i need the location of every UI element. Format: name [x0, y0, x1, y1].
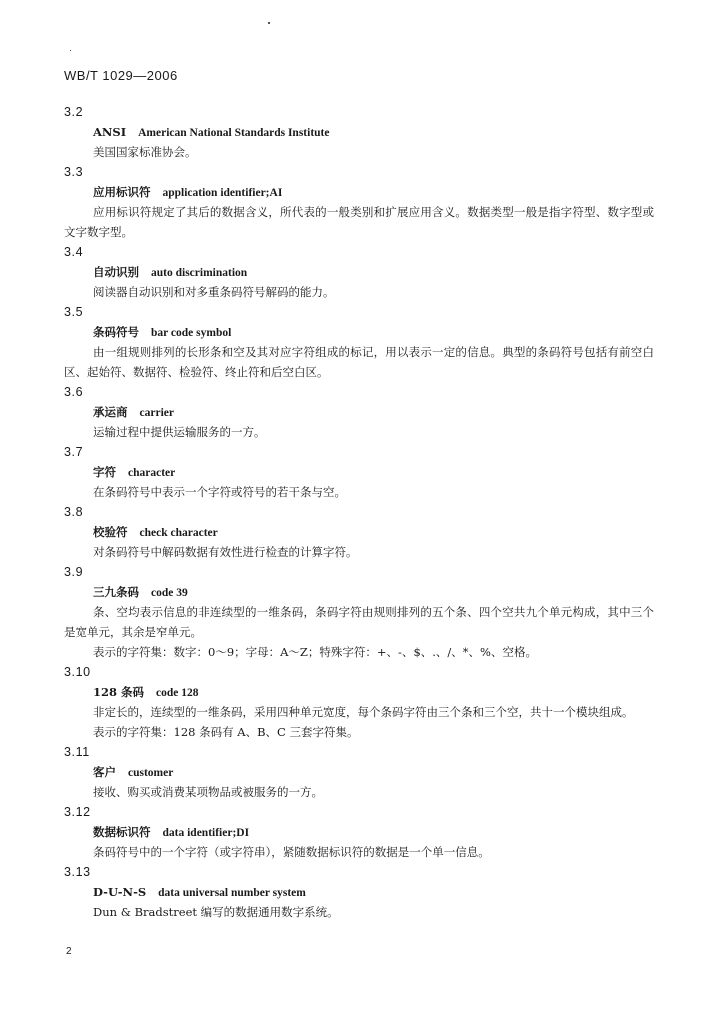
term-english: application identifier;AI: [162, 187, 283, 199]
clause-number: 3.12: [64, 805, 91, 819]
clause-number: 3.4: [64, 245, 84, 259]
term-definition: 由一组规则排列的长形条和空及其对应字符组成的标记，用以表示一定的信息。典型的条码符号包括有前空白区、起始符、数据符、检验符、终止符和后空白区。: [64, 345, 654, 379]
term-english: carrier: [139, 407, 174, 419]
page-number: 2: [66, 946, 72, 957]
term-entry: [64, 562, 654, 662]
term-chinese: 128 条码: [93, 685, 145, 699]
term-english: data universal number system: [158, 887, 306, 899]
term-entry: [64, 662, 654, 742]
term-heading: [93, 882, 654, 902]
clause-number: 3.7: [64, 445, 84, 459]
term-entry: [64, 102, 654, 162]
term-heading: [93, 522, 654, 542]
term-entry: [64, 162, 654, 242]
term-chinese: 自动识别: [93, 265, 139, 279]
term-entry: [64, 742, 654, 802]
term-definition: 表示的字符集：128 条码有 A、B、C 三套字符集。: [93, 725, 359, 739]
term-entry: [64, 802, 654, 862]
term-english: code 39: [151, 587, 188, 599]
term-chinese: 条码符号: [93, 325, 139, 339]
term-english: bar code symbol: [151, 327, 232, 339]
term-definition: Dun & Bradstreet 编写的数据通用数字系统。: [93, 905, 339, 919]
term-english: American National Standards Institute: [138, 127, 330, 139]
term-definition: 条、空均表示信息的非连续型的一维条码，条码字符由规则排列的五个条、四个空共九个单元构成，其中三个是宽单元，其余是窄单元。: [64, 605, 654, 639]
term-entry: [64, 242, 654, 302]
clause-number: 3.2: [64, 105, 84, 119]
term-definition: 接收、购买或消费某项物品或被服务的一方。: [93, 785, 323, 799]
term-definition: 运输过程中提供运输服务的一方。: [93, 425, 266, 439]
term-definition: 条码符号中的一个字符（或字符串），紧随数据标识符的数据是一个单一信息。: [93, 845, 490, 859]
term-english: customer: [128, 767, 174, 779]
term-english: data identifier;DI: [162, 827, 250, 839]
term-heading: [93, 462, 654, 482]
term-chinese: 应用标识符: [93, 185, 151, 199]
term-definition: 表示的字符集：数字：0～9；字母：A～Z；特殊字符：+、-、$、.、/、*、%、空格。: [93, 645, 537, 659]
clause-number: 3.11: [64, 745, 90, 759]
term-chinese: 数据标识符: [93, 825, 151, 839]
term-heading: [93, 682, 654, 702]
term-chinese: D-U-N-S: [93, 885, 147, 899]
clause-number: 3.8: [64, 505, 84, 519]
term-entry: [64, 382, 654, 442]
term-chinese: ANSI: [93, 125, 127, 139]
clause-number: 3.5: [64, 305, 84, 319]
standard-code-header: WB/T 1029—2006: [64, 68, 178, 83]
clause-number: 3.10: [64, 665, 91, 679]
clause-number: 3.3: [64, 165, 84, 179]
term-definition: 阅读器自动识别和对多重条码符号解码的能力。: [93, 285, 335, 299]
term-definition: 应用标识符规定了其后的数据含义，所代表的一般类别和扩展应用含义。数据类型一般是指字符型、数字型或文字数字型。: [64, 205, 654, 239]
clause-number: 3.13: [64, 865, 91, 879]
term-definition: 在条码符号中表示一个字符或符号的若干条与空。: [93, 485, 346, 499]
term-chinese: 校验符: [93, 525, 128, 539]
term-heading: [93, 762, 654, 782]
term-entry: [64, 442, 654, 502]
term-heading: [93, 122, 654, 142]
term-heading: [93, 262, 654, 282]
term-chinese: 客户: [93, 765, 116, 779]
term-chinese: 字符: [93, 465, 116, 479]
term-heading: [93, 402, 654, 422]
term-entry: [64, 502, 654, 562]
scan-speck: [268, 22, 270, 24]
term-chinese: 三九条码: [93, 585, 139, 599]
term-definition: 美国国家标准协会。: [93, 145, 197, 159]
scan-speck: [70, 50, 71, 51]
term-definition: 对条码符号中解码数据有效性进行检查的计算字符。: [93, 545, 358, 559]
term-heading: [93, 322, 654, 342]
term-english: code 128: [156, 687, 199, 699]
term-heading: [93, 182, 654, 202]
clause-number: 3.9: [64, 565, 84, 579]
term-heading: [93, 582, 654, 602]
term-english: check character: [139, 527, 218, 539]
term-english: character: [128, 467, 176, 479]
terms-and-definitions: [64, 102, 654, 922]
term-definition: 非定长的，连续型的一维条码，采用四种单元宽度，每个条码字符由三个条和三个空，共十一个模块组成。: [93, 705, 634, 719]
term-english: auto discrimination: [151, 267, 248, 279]
term-heading: [93, 822, 654, 842]
term-entry: [64, 862, 654, 922]
term-chinese: 承运商: [93, 405, 128, 419]
term-entry: [64, 302, 654, 382]
clause-number: 3.6: [64, 385, 84, 399]
